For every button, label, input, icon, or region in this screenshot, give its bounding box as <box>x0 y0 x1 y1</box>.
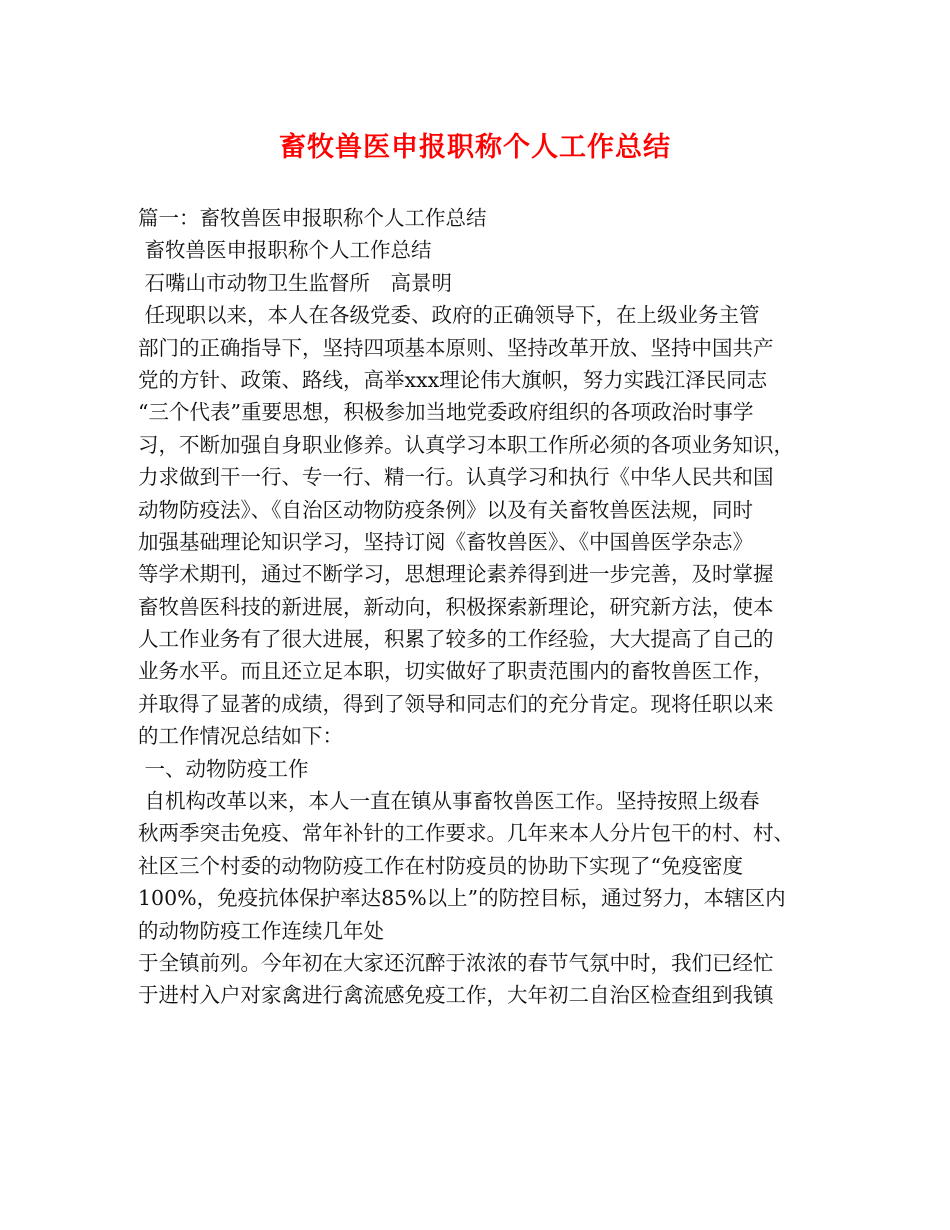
body-line: 习，不断加强自身职业修养。认真学习本职工作所必须的各项业务知识， <box>138 432 794 457</box>
body-line: 并取得了显著的成绩，得到了领导和同志们的充分肯定。现将任职以来 <box>138 691 774 716</box>
body-line: 自机构改革以来，本人一直在镇从事畜牧兽医工作。坚持按照上级春 <box>138 789 760 814</box>
document-body <box>138 202 828 1012</box>
body-line: 的工作情况总结如下： <box>138 724 343 749</box>
body-line: 加强基础理论知识学习，坚持订阅《畜牧兽医》、《中国兽医学杂志》 <box>138 529 753 554</box>
body-line: 畜牧兽医申报职称个人工作总结 <box>138 238 432 263</box>
body-line: 100%，免疫抗体保护率达85%以上”的防控目标，通过努力，本辖区内 <box>138 886 786 911</box>
body-line: 动物防疫法》、《自治区动物防疫条例》以及有关畜牧兽医法规，同时 <box>138 497 753 522</box>
body-line: 一、动物防疫工作 <box>138 756 309 781</box>
body-line: 等学术期刊，通过不断学习，思想理论素养得到进一步完善，及时掌握 <box>138 562 774 587</box>
body-line: 畜牧兽医科技的新进展，新动向，积极探索新理论，研究新方法，使本 <box>138 594 774 619</box>
body-line: 部门的正确指导下，坚持四项基本原则、坚持改革开放、坚持中国共产 <box>138 335 774 360</box>
body-line: 的动物防疫工作连续几年处 <box>138 918 384 943</box>
body-line: 力求做到干一行、专一行、精一行。认真学习和执行《中华人民共和国 <box>138 465 774 490</box>
body-line: 秋两季突击免疫、常年补针的工作要求。几年来本人分片包干的村、村、 <box>138 821 794 846</box>
body-line: 任现职以来，本人在各级党委、政府的正确领导下，在上级业务主管 <box>138 303 760 328</box>
body-line: 于全镇前列。今年初在大家还沉醉于浓浓的春节气氛中时，我们已经忙 <box>138 950 774 975</box>
body-line: 篇一：畜牧兽医申报职称个人工作总结 <box>138 206 487 230</box>
body-line: “三个代表”重要思想，积极参加当地党委政府组织的各项政治时事学 <box>138 400 754 425</box>
body-line: 业务水平。而且还立足本职，切实做好了职责范围内的畜牧兽医工作， <box>138 659 774 684</box>
body-line: 党的方针、政策、路线，高举xxx理论伟大旗帜，努力实践江泽民同志 <box>138 367 768 392</box>
body-line: 于进村入户对家禽进行禽流感免疫工作，大年初二自治区检查组到我镇 <box>138 983 774 1008</box>
body-line: 人工作业务有了很大进展，积累了较多的工作经验，大大提高了自己的 <box>138 627 774 652</box>
body-line: 石嘴山市动物卫生监督所 高景明 <box>138 270 453 295</box>
document-title: 畜牧兽医申报职称个人工作总结 <box>279 132 671 163</box>
body-line: 社区三个村委的动物防疫工作在村防疫员的协助下实现了“免疫密度 <box>138 853 743 878</box>
